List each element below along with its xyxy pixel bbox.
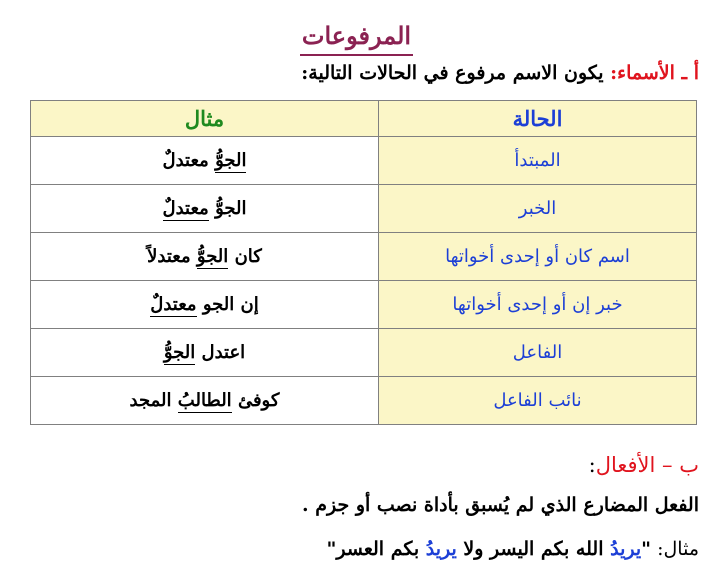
table-row bbox=[31, 185, 697, 233]
underlined-word: معتدلٌ bbox=[162, 198, 209, 219]
case-cell: المبتدأ bbox=[379, 137, 697, 185]
table-row bbox=[31, 233, 697, 281]
header-case: الحالة bbox=[379, 101, 697, 137]
underlined-word: الجوُّ bbox=[163, 342, 196, 363]
example-cell bbox=[31, 281, 379, 329]
underlined-word: معتدلٌ bbox=[150, 294, 197, 315]
example-text: معتدلاً bbox=[147, 246, 197, 267]
example-text: إن الجو bbox=[196, 294, 259, 315]
example-cell bbox=[31, 233, 379, 281]
cases-table bbox=[30, 100, 697, 425]
example-cell bbox=[31, 137, 379, 185]
example-verb-2: يريدُ bbox=[425, 538, 457, 560]
example-end: بكم العسر" bbox=[326, 538, 426, 560]
underlined-word: الجوُّ bbox=[215, 150, 247, 171]
underlined-word: الجوُّ bbox=[196, 246, 229, 267]
table-header-row bbox=[31, 101, 697, 137]
case-cell: نائب الفاعل bbox=[379, 377, 697, 425]
case-cell: خبر إن أو إحدى أخواتها bbox=[379, 281, 697, 329]
example-text: كان bbox=[228, 246, 262, 267]
case-cell: اسم كان أو إحدى أخواتها bbox=[379, 233, 697, 281]
section-a-intro: يكون الاسم مرفوع في الحالات التالية: bbox=[301, 62, 611, 84]
page-title bbox=[0, 14, 713, 56]
example-cell bbox=[31, 377, 379, 425]
case-cell: الخبر bbox=[379, 185, 697, 233]
page-title-text: المرفوعات bbox=[300, 19, 413, 56]
example-cell bbox=[31, 329, 379, 377]
example-cell bbox=[31, 185, 379, 233]
example-middle: الله بكم اليسر ولا bbox=[456, 538, 611, 560]
example-text: الجوُّ bbox=[208, 198, 247, 219]
underlined-word: الطالبُ bbox=[177, 390, 232, 411]
example-text: كوفئ bbox=[231, 390, 280, 411]
example-label: مثال: bbox=[651, 538, 699, 560]
table-row bbox=[31, 137, 697, 185]
section-b-colon: : bbox=[588, 453, 596, 477]
section-a-label: أ ـ الأسماء: bbox=[610, 62, 699, 84]
section-b-label: ب – الأفعال bbox=[595, 453, 699, 477]
quote-open: " bbox=[641, 538, 652, 560]
section-b-definition: الفعل المضارع الذي لم يُسبق بأداة نصب أو جزم . bbox=[301, 494, 699, 516]
example-text: معتدلٌ bbox=[162, 150, 216, 171]
table-row bbox=[31, 377, 697, 425]
section-a-heading bbox=[10, 56, 699, 90]
table-row bbox=[31, 329, 697, 377]
case-cell: الفاعل bbox=[379, 329, 697, 377]
example-text: اعتدل bbox=[195, 342, 246, 363]
section-b-heading bbox=[589, 448, 699, 482]
section-b-example bbox=[10, 532, 699, 566]
table-row bbox=[31, 281, 697, 329]
example-verb-1: يريدُ bbox=[610, 538, 642, 560]
example-text: المجد bbox=[129, 390, 178, 411]
header-example: مثال bbox=[31, 101, 379, 137]
